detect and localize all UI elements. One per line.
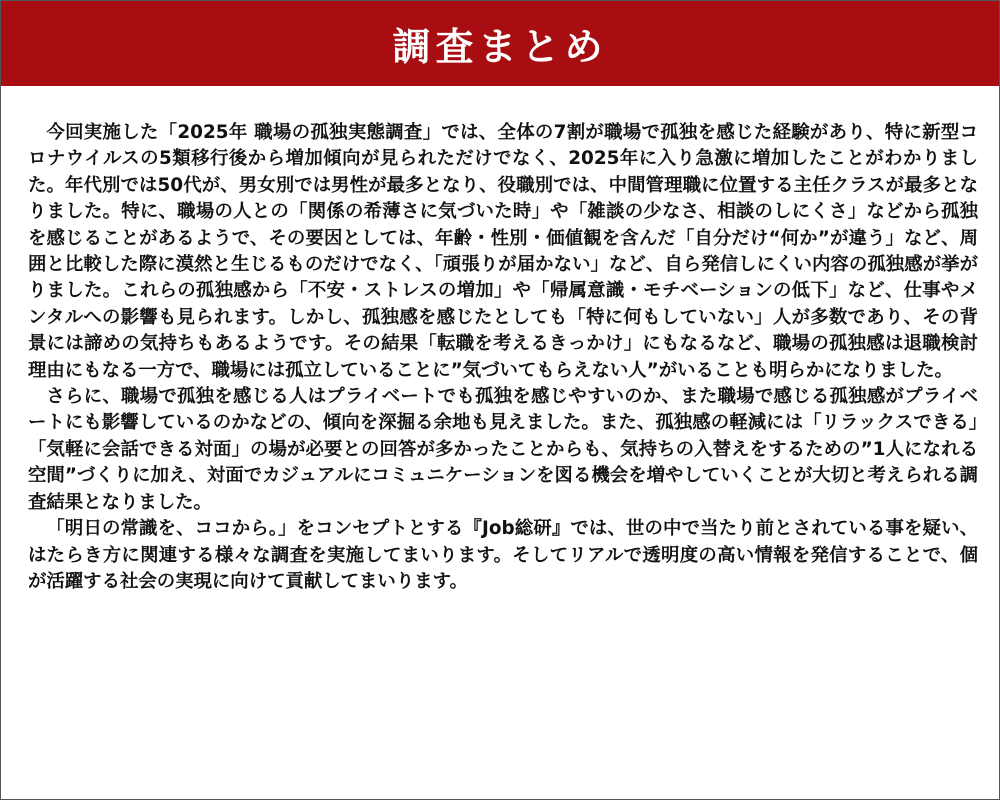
title-banner (1, 1, 999, 86)
paragraph-job-soken: 「明日の常識を、ココから。」をコンセプトとする『Job総研』では、世の中で当たり前とされている事を疑い、はたらき方に関連する様々な調査を実施してまいります。そしてリアルで透明度の高い情報を発信することで、個が活躍する社会の実現に向けて貢献してまいります。 (28, 518, 978, 592)
summary-body (28, 120, 978, 595)
paragraph-insights: さらに、職場で孤独を感じる人はプライベートでも孤独を感じやすいのか、また職場で感じる孤独感がプライベートにも影響しているのかなどの、傾向を深掘る余地も見えました。また、孤独感の軽減には「リラックスできる」「気軽に会話できる対面」の場が必要との回答が多かったことからも、気持ちの入替えをするための”1人になれる空間”づくりに加え、対面でカジュアルにコミュニケーションを図る機会を増やしていくことが大切と考えられる調査結果となりました。 (28, 386, 979, 513)
page-title: 調査まとめ (392, 25, 608, 69)
paragraph-findings: 今回実施した「2025年 職場の孤独実態調査」では、全体の7割が職場で孤独を感じた経験があり、特に新型コロナウイルスの5類移行後から増加傾向が見られただけでなく、2025年に入り急激に増加したことがわかりました。年代別では50代が、男女別では男性が最多となり、役職別では、中間管理職に位置する主任クラスが最多となりました。特に、職場の人との「関係の希薄さに気づいた時」や「雑談の少なさ、相談のしにくさ」などから孤独を感じることがあるようで、その要因としては、年齢・性別・価値観を含んだ「自分だけ“何か”が違う」など、周囲と比較した際に漠然と生じるものだけでなく、「頑張りが届かない」など、自ら発信しにくい内容の孤独感が挙がりました。これらの孤独感から「不安・ストレスの増加」や「帰属意識・モチベーションの低下」など、仕事やメンタルへの影響も見られます。しかし、孤独感を感じたとしても「特に何もしていない」人が多数であり、その背景には諦めの気持ちもあるようです。その結果「転職を考えるきっかけ」にもなるなど、職場の孤独感は退職検討理由にもなる一方で、職場には孤立していることに”気づいてもらえない人”がいることも明らかになりました。 (28, 122, 979, 381)
